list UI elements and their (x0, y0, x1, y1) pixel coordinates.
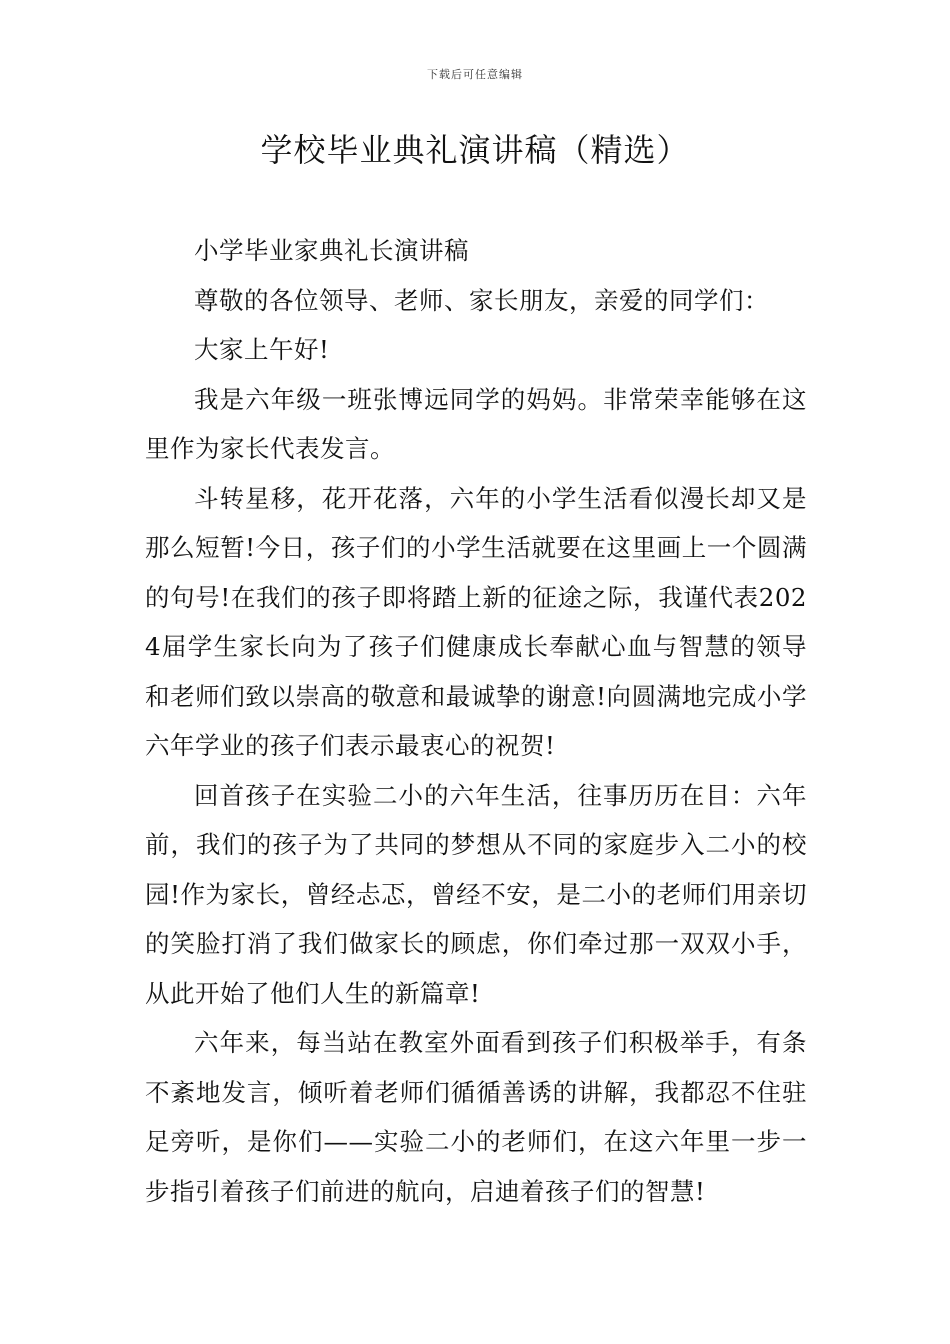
paragraph: 尊敬的各位领导、老师、家长朋友，亲爱的同学们： (194, 285, 769, 315)
paragraph: 小学毕业家典礼长演讲稿 (194, 236, 469, 265)
paragraph: 大家上午好! (194, 335, 330, 364)
page-header-note: 下载后可任意编辑 (427, 68, 523, 81)
paragraph: 我是六年级一班张博远同学的妈妈。非常荣幸能够在这里作为家长代表发言。 (145, 384, 807, 463)
paragraph: 斗转星移，花开花落，六年的小学生活看似漫长却又是那么短暂!今日，孩子们的小学生活就要在这里画上一个圆满的句号!在我们的孩子即将踏上新的征途之际，我谨代表2024届学生家长向为了孩子们健康成长奉献心血与智慧的领导和老师们致以崇高的敬意和最诚挚的谢意!向圆满地完成小学六年学业的孩子们表示最衷心的祝贺! (145, 483, 807, 760)
document-body (145, 226, 807, 1216)
paragraph: 回首孩子在实验二小的六年生活，往事历历在目：六年前，我们的孩子为了共同的梦想从不同的家庭步入二小的校园!作为家长，曾经忐忑，曾经不安，是二小的老师们用亲切的笑脸打消了我们做家长的顾虑，你们牵过那一双双小手，从此开始了他们人生的新篇章! (145, 780, 807, 1008)
paragraph: 六年来，每当站在教室外面看到孩子们积极举手，有条不紊地发言，倾听着老师们循循善诱的讲解，我都忍不住驻足旁听，是你们——实验二小的老师们，在这六年里一步一步指引着孩子们前进的航向，启迪着孩子们的智慧! (145, 1028, 807, 1206)
document-title: 学校毕业典礼演讲稿（精选） (260, 131, 690, 169)
